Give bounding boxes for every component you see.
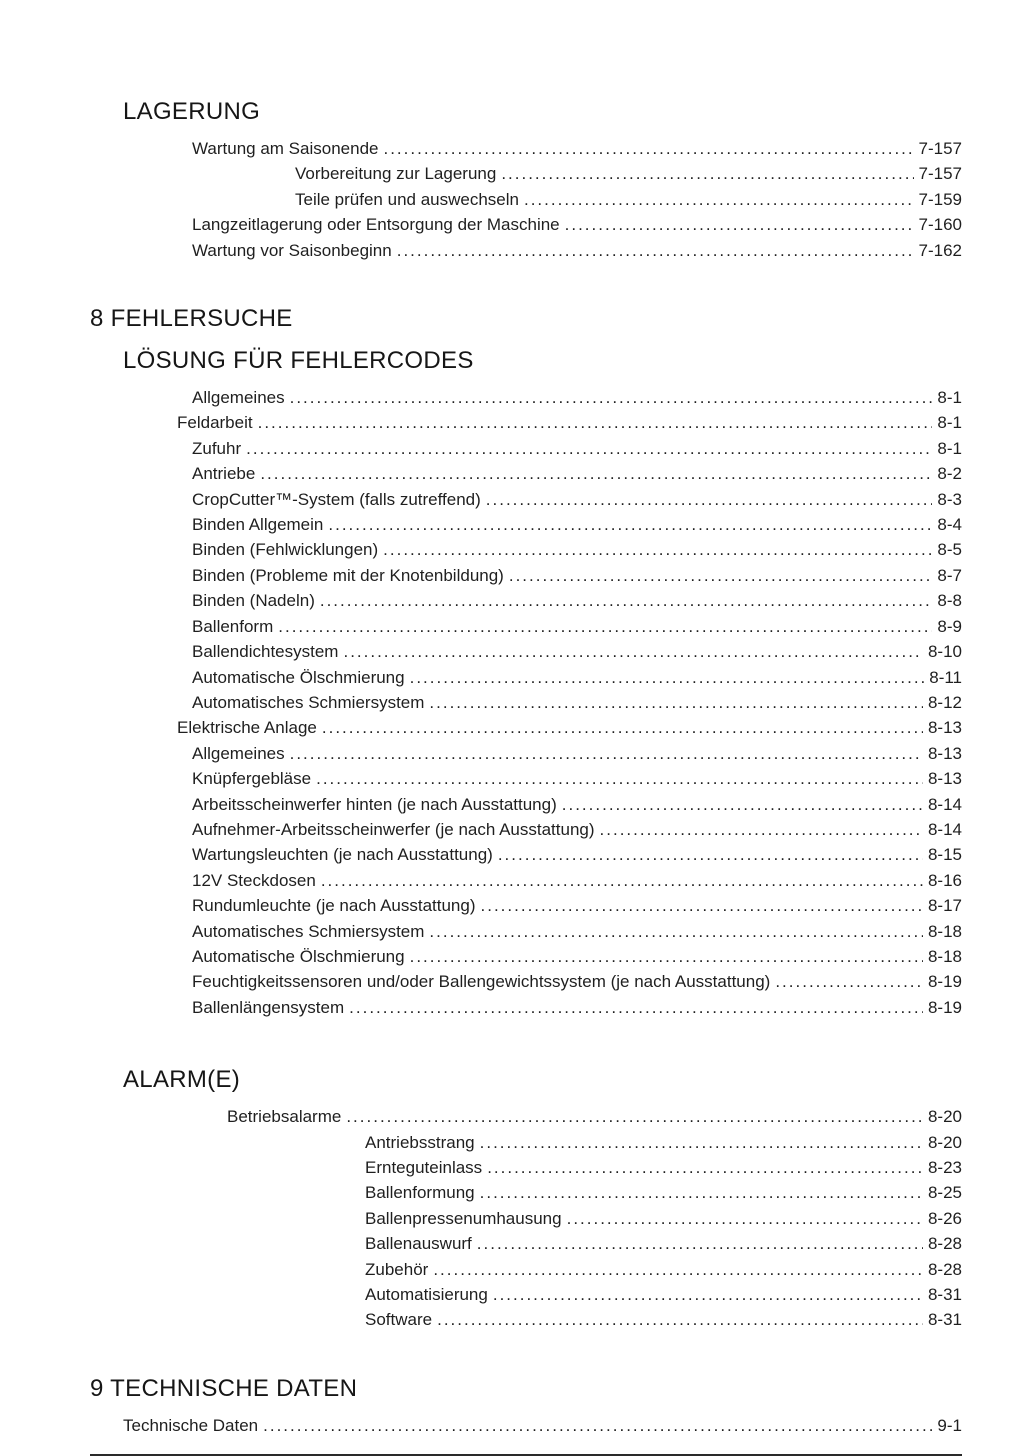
toc-entry (192, 690, 962, 715)
entry-page-number: 8-18 (927, 946, 962, 966)
dot-leader (410, 665, 925, 690)
toc-entry (365, 1180, 962, 1205)
entry-page-number: 7-160 (918, 215, 962, 235)
dot-leader (328, 512, 932, 537)
toc-entry (192, 817, 962, 842)
entry-label: Zubehör (365, 1259, 429, 1279)
toc-entry (192, 639, 962, 664)
dot-leader (480, 1180, 923, 1205)
entry-page-number: 8-26 (927, 1208, 962, 1228)
entry-page-number: 8-19 (927, 972, 962, 992)
entry-page-number: 8-19 (927, 997, 962, 1017)
toc-entry (177, 410, 962, 435)
dot-leader (437, 1307, 923, 1332)
toc-entry (192, 461, 962, 486)
dot-leader (383, 136, 913, 161)
toc-entry (192, 842, 962, 867)
entry-label: Wartungsleuchten (je nach Ausstattung) (192, 845, 493, 865)
dot-leader (429, 919, 923, 944)
dot-leader (260, 461, 932, 486)
section-heading: LÖSUNG FÜR FEHLERCODES (123, 347, 474, 375)
entry-label: Technische Daten (123, 1415, 259, 1435)
entry-label: Software (365, 1310, 433, 1330)
entry-page-number: 9-1 (937, 1415, 962, 1435)
toc-entry (192, 665, 962, 690)
toc-entry (365, 1307, 962, 1332)
entry-label: Antriebsstrang (365, 1132, 475, 1152)
entry-label: Zufuhr (192, 438, 242, 458)
toc-entry (192, 537, 962, 562)
toc-entry (192, 487, 962, 512)
entry-label: Ballenform (192, 616, 274, 636)
entry-page-number: 8-13 (927, 769, 962, 789)
toc-entry (365, 1155, 962, 1180)
dot-leader (290, 385, 933, 410)
toc-entry (365, 1130, 962, 1155)
entry-page-number: 8-2 (937, 464, 962, 484)
toc-entry (192, 614, 962, 639)
toc-entry (192, 919, 962, 944)
toc-entry (192, 893, 962, 918)
entry-page-number: 8-1 (937, 413, 962, 433)
dot-leader (775, 969, 923, 994)
toc-entry (192, 944, 962, 969)
entry-page-number: 8-16 (927, 870, 962, 890)
toc-entry (192, 588, 962, 613)
dot-leader (383, 537, 932, 562)
toc-entry (192, 512, 962, 537)
toc-entry (365, 1257, 962, 1282)
toc-entry (227, 1104, 962, 1129)
dot-leader (263, 1413, 932, 1438)
entry-label: Aufnehmer-Arbeitsscheinwerfer (je nach Ausstattung) (192, 819, 595, 839)
entry-page-number: 8-31 (927, 1310, 962, 1330)
section-heading: LAGERUNG (123, 98, 261, 125)
toc-entry (192, 436, 962, 461)
section-heading: ALARM(E) (123, 1066, 241, 1094)
entry-label: Binden Allgemein (192, 515, 324, 535)
entry-label: Automatisierung (365, 1285, 488, 1305)
entry-label: Betriebsalarme (227, 1107, 342, 1127)
entry-page-number: 7-162 (918, 240, 962, 260)
entry-page-number: 8-17 (927, 896, 962, 916)
toc-entry (295, 161, 962, 186)
toc-entry (123, 1413, 962, 1438)
entry-page-number: 8-3 (937, 489, 962, 509)
entry-label: Feldarbeit (177, 413, 253, 433)
entry-label: Elektrische Anlage (177, 718, 317, 738)
entry-page-number: 7-159 (918, 189, 962, 209)
entry-label: Allgemeines (192, 388, 285, 408)
entry-label: 12V Steckdosen (192, 870, 316, 890)
entry-page-number: 8-7 (937, 565, 962, 585)
toc-entry (192, 212, 962, 237)
dot-leader (322, 715, 923, 740)
dot-leader (493, 1282, 923, 1307)
entry-page-number: 8-18 (927, 921, 962, 941)
entry-label: Wartung am Saisonende (192, 139, 379, 158)
entry-label: Automatisches Schmiersystem (192, 692, 425, 712)
toc-entry (192, 563, 962, 588)
dot-leader (410, 944, 923, 969)
toc-entry (192, 995, 962, 1020)
dot-leader (498, 842, 923, 867)
entry-page-number: 7-157 (918, 164, 962, 184)
entry-label: Automatische Ölschmierung (192, 667, 405, 687)
dot-leader (320, 588, 933, 613)
chapter-heading: 9 TECHNISCHE DATEN (90, 1374, 358, 1402)
entry-page-number: 8-11 (929, 667, 962, 687)
entry-page-number: 8-20 (927, 1132, 962, 1152)
entry-page-number: 8-5 (937, 540, 962, 560)
toc-entry (192, 741, 962, 766)
entry-label: Ballenpressenumhausung (365, 1208, 562, 1228)
entry-label: Ernteguteinlass (365, 1158, 483, 1177)
dot-leader (429, 690, 923, 715)
entry-page-number: 8-1 (937, 438, 962, 458)
entry-page-number: 8-8 (937, 591, 962, 611)
dot-leader (290, 741, 923, 766)
dot-leader (565, 212, 914, 237)
toc-entry (365, 1206, 962, 1231)
toc-entry (192, 969, 962, 994)
toc-blocks (90, 98, 962, 1438)
entry-label: Vorbereitung zur Lagerung (295, 164, 497, 184)
dot-leader (562, 792, 923, 817)
dot-leader (501, 161, 913, 186)
dot-leader (246, 436, 932, 461)
dot-leader (433, 1257, 923, 1282)
entry-page-number: 8-4 (937, 515, 962, 535)
toc-entry (177, 715, 962, 740)
entry-page-number: 8-10 (927, 642, 962, 662)
dot-leader (480, 1130, 923, 1155)
entry-page-number: 8-15 (927, 845, 962, 865)
entry-label: Knüpfergebläse (192, 769, 312, 789)
toc-entry (192, 868, 962, 893)
toc-entry (365, 1282, 962, 1307)
dot-leader (316, 766, 923, 791)
entry-page-number: 8-14 (927, 819, 962, 839)
entry-label: Automatische Ölschmierung (192, 946, 405, 966)
entry-page-number: 8-13 (927, 743, 962, 763)
toc-entry (192, 136, 962, 161)
entry-label: Ballenlängensystem (192, 997, 345, 1017)
toc-entry (192, 792, 962, 817)
entry-label: Automatisches Schmiersystem (192, 921, 425, 941)
entry-page-number: 8-23 (927, 1158, 962, 1177)
entry-label: Feuchtigkeitssensoren und/oder Ballengewichtssystem (je nach Ausstattung) (192, 972, 771, 992)
dot-leader (524, 187, 914, 212)
entry-label: Binden (Nadeln) (192, 591, 315, 611)
entry-label: CropCutter™-System (falls zutreffend) (192, 489, 481, 509)
entry-label: Binden (Probleme mit der Knotenbildung) (192, 565, 504, 585)
entry-page-number: 8-31 (927, 1285, 962, 1305)
dot-leader (278, 614, 932, 639)
dot-leader (397, 238, 914, 263)
entry-page-number: 8-25 (927, 1183, 962, 1203)
dot-leader (321, 868, 923, 893)
entry-label: Antriebe (192, 464, 256, 484)
dot-leader (343, 639, 923, 664)
entry-page-number: 8-1 (937, 388, 962, 408)
entry-label: Rundumleuchte (je nach Ausstattung) (192, 896, 476, 916)
dot-leader (481, 893, 923, 918)
dot-leader (486, 487, 933, 512)
entry-page-number: 8-28 (927, 1234, 962, 1254)
dot-leader (509, 563, 933, 588)
entry-label: Ballendichtesystem (192, 642, 339, 662)
entry-label: Ballenformung (365, 1183, 475, 1203)
entry-page-number: 7-157 (918, 139, 962, 158)
entry-page-number: 8-12 (927, 692, 962, 712)
entry-page-number: 8-28 (927, 1259, 962, 1279)
entry-page-number: 8-9 (937, 616, 962, 636)
toc-entry (365, 1231, 962, 1256)
dot-leader (349, 995, 923, 1020)
dot-leader (477, 1231, 923, 1256)
dot-leader (258, 410, 933, 435)
entry-page-number: 8-20 (927, 1107, 962, 1127)
toc-entry (192, 385, 962, 410)
dot-leader (600, 817, 923, 842)
toc-entry (295, 187, 962, 212)
entry-label: Wartung vor Saisonbeginn (192, 240, 392, 260)
dot-leader (346, 1104, 923, 1129)
toc-entry (192, 238, 962, 263)
entry-label: Teile prüfen und auswechseln (295, 189, 519, 209)
dot-leader (487, 1155, 923, 1180)
entry-label: Binden (Fehlwicklungen) (192, 540, 379, 560)
toc-entry (192, 766, 962, 791)
entry-page-number: 8-14 (927, 794, 962, 814)
entry-label: Langzeitlagerung oder Entsorgung der Maschine (192, 215, 560, 235)
entry-label: Ballenauswurf (365, 1234, 472, 1254)
entry-label: Allgemeines (192, 743, 285, 763)
entry-label: Arbeitsscheinwerfer hinten (je nach Ausstattung) (192, 794, 557, 814)
dot-leader (567, 1206, 923, 1231)
chapter-heading: 8 FEHLERSUCHE (90, 305, 293, 333)
entry-page-number: 8-13 (927, 718, 962, 738)
